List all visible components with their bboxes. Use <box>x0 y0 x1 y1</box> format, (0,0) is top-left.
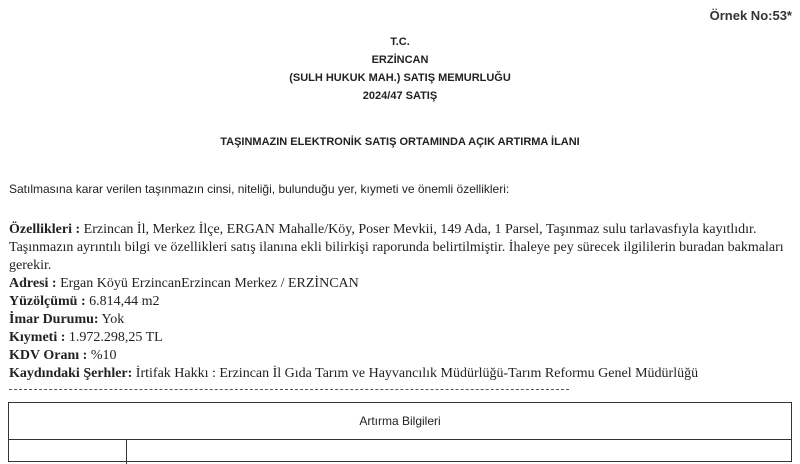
property-details <box>9 221 794 383</box>
value-value: 1.972.298,25 TL <box>65 330 163 345</box>
area-value: 6.814,44 m2 <box>85 294 160 309</box>
vat-label: KDV Oranı : <box>9 348 88 363</box>
header-line-file-no: 2024/47 SATIŞ <box>362 90 438 102</box>
notice-title: TAŞINMAZIN ELEKTRONİK SATIŞ ORTAMINDA AÇIK ARTIRMA İLANI <box>220 136 580 148</box>
address-line <box>9 275 794 293</box>
header-line-tc: T.C. <box>390 36 410 48</box>
vat-line <box>9 347 794 365</box>
value-line <box>9 329 794 347</box>
features-label: Özellikleri : <box>9 222 81 237</box>
table-row <box>9 440 791 464</box>
features-value: Erzincan İl, Merkez İlçe, ERGAN Mahalle/Köy, Poser Mevkii, 149 Ada, 1 Parsel, Taşınmaz sulu tarlavasfıyla kayıtlıdır. Taşınmazın ayrıntılı bilgi ve özellikleri satış ilanına ekli bilirkişi raporunda belirtilmiştir. İhaleye pey sürecek ilgililerin buradan bakmaları gerekir. <box>9 222 784 273</box>
zoning-label: İmar Durumu: <box>9 312 99 327</box>
area-label: Yüzölçümü : <box>9 294 86 309</box>
dashed-separator <box>9 389 569 391</box>
sample-number: Örnek No:53* <box>709 8 792 23</box>
document-header <box>0 33 800 105</box>
area-line <box>9 293 794 311</box>
zoning-line <box>9 311 794 329</box>
annotations-line <box>9 365 794 383</box>
vat-value: %10 <box>87 348 117 363</box>
address-value: Ergan Köyü ErzincanErzincan Merkez / ERZİNCAN <box>56 276 359 291</box>
zoning-value: Yok <box>98 312 125 327</box>
value-label: Kıymeti : <box>9 330 66 345</box>
annotations-label: Kaydındaki Şerhler: <box>9 366 133 381</box>
intro-text: Satılmasına karar verilen taşınmazın cinsi, niteliği, bulunduğu yer, kıymeti ve önemli özellikleri: <box>9 182 510 196</box>
features-paragraph <box>9 221 794 275</box>
auction-info-header: Artırma Bilgileri <box>9 403 791 440</box>
header-line-city: ERZİNCAN <box>371 54 429 66</box>
address-label: Adresi : <box>9 276 57 291</box>
annotations-value: İrtifak Hakkı : Erzincan İl Gıda Tarım ve Hayvancılık Müdürlüğü-Tarım Reformu Genel Müdürlüğü <box>132 366 699 381</box>
header-line-office: (SULH HUKUK MAH.) SATIŞ MEMURLUĞU <box>289 72 511 84</box>
auction-info-table <box>8 402 792 462</box>
column-divider <box>126 440 127 464</box>
